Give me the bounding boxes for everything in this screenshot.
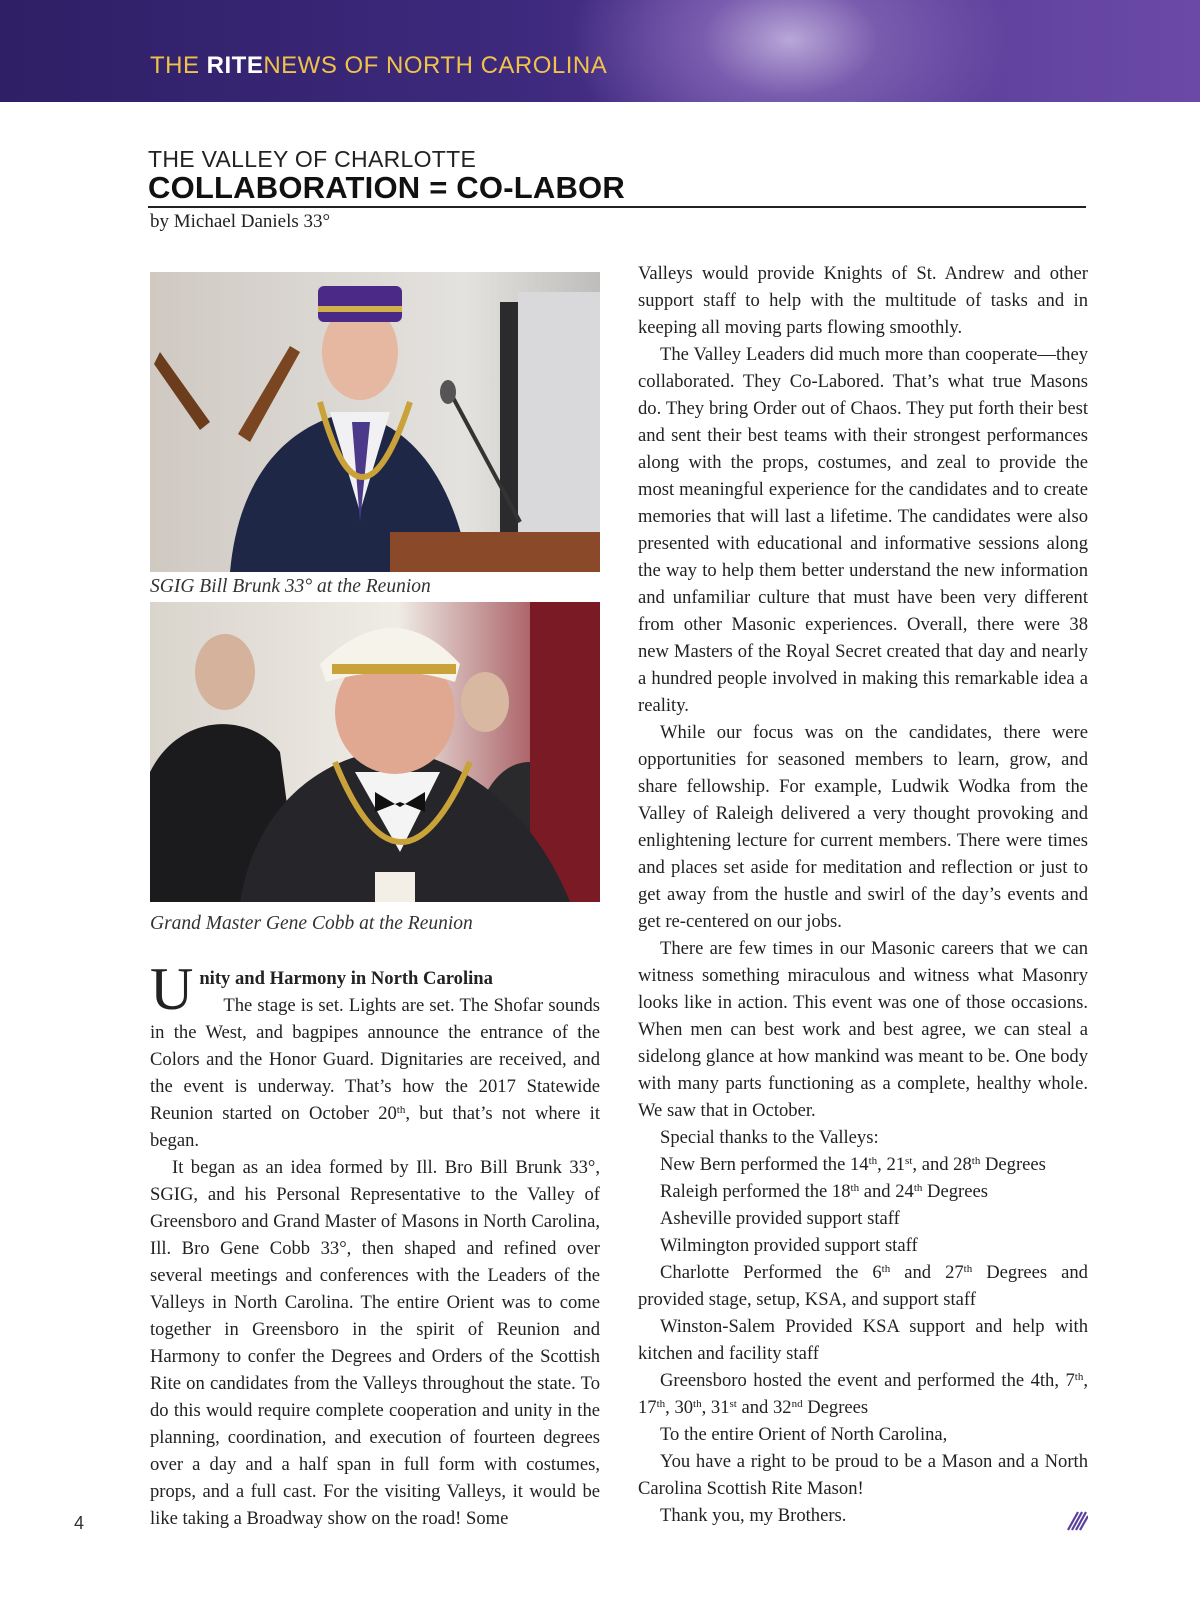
body-paragraph: While our focus was on the candidates, there were opportunities for seasoned members to learn, grow, and share fellowship. For example, Ludwik Wodka from the Valley of Raleigh delivered a very thought provoking and enlightening lecture for current members. There were times and places set aside for meditation and reflection or just to get away from the hustle and swirl of the day’s events and get re-centered on our jobs. [638,722,1088,932]
thanks-intro: Special thanks to the Valleys: [660,1127,879,1148]
body-paragraph: It began as an idea formed by Ill. Bro Bill Brunk 33°, SGIG, and his Personal Representative to the Valley of Greensboro and Grand Master of Masons in North Carolina, Ill. Bro Gene Cobb 33°, then shaped and refined over several meetings and conferences with the Leaders of the Valleys in North Carolina. The entire Orient was to come together in Greensboro in the spirit of Reunion and Harmony to confer the Degrees and Orders of the Scottish Rite on candidates from the Valleys throughout the state. To do this would require complete cooperation and unity in the planning, coordination, and execution of fourteen degrees over a day and a half span in full form with costumes, props, and a full cast. For the visiting Valleys, it would be like taking a Broadway show on the road! Some [150,1157,600,1529]
publication-title-bold: RITE [206,52,264,79]
photo-sgig-podium [150,272,600,572]
dropcap: U [150,956,194,1022]
article-headline: COLLABORATION = CO-LABOR [148,170,625,205]
right-column [638,260,1088,1529]
list-item: Greensboro hosted the event and performed the 4th, 7th, 17th, 30th, 31st and 32nd Degrees [638,1370,1088,1418]
list-item: Raleigh performed the 18th and 24th Degrees [660,1181,988,1202]
headline-rule [148,206,1086,208]
list-item: Wilmington provided support staff [660,1235,918,1256]
left-column [150,956,600,1532]
list-item: Asheville provided support staff [660,1208,900,1229]
closing-line: To the entire Orient of North Carolina, [660,1424,948,1445]
list-item: Winston-Salem Provided KSA support and help with kitchen and facility staff [638,1316,1088,1364]
closing-line: You have a right to be proud to be a Mason and a North Carolina Scottish Rite Mason! [638,1451,1088,1499]
photo-caption-2: Grand Master Gene Cobb at the Reunion [150,913,473,934]
lead-paragraph: Unity and Harmony in North Carolina The stage is set. Lights are set. The Shofar sounds in the West, and bagpipes announce the entrance of the Colors and the Honor Guard. Dignitaries are received, and the event is underway. That’s how the 2017 Statewide Reunion started on October 20th, but that’s not where it began. [150,956,600,1151]
page-number: 4 [74,1513,85,1533]
photo-grand-master [150,602,600,902]
list-item: Charlotte Performed the 6th and 27th Degrees and provided stage, setup, KSA, and support staff [638,1262,1088,1310]
article-kicker: THE VALLEY OF CHARLOTTE [148,146,477,172]
section-subhead: nity and Harmony in North Carolina [199,968,493,989]
end-of-article-icon [1066,1510,1088,1532]
body-paragraph: There are few times in our Masonic careers that we can witness something miraculous and witness what Masonry looks like in action. This event was one of those occasions. When men can best work and best agree, we can steal a sidelong glance at how mankind was meant to be. One body with many parts functioning as a complete, healthy whole. We saw that in October. [638,938,1088,1121]
header-banner [0,0,1200,102]
article-byline: by Michael Daniels 33° [150,211,331,232]
body-paragraph: Valleys would provide Knights of St. Andrew and other support staff to help with the multitude of tasks and in keeping all moving parts flowing smoothly. [638,263,1088,338]
closing-line: Thank you, my Brothers. [660,1505,847,1526]
photo-caption-1: SGIG Bill Brunk 33° at the Reunion [150,576,431,597]
publication-title: THE RITENEWS OF NORTH CAROLINA [150,52,608,79]
list-item: New Bern performed the 14th, 21st, and 28th Degrees [660,1154,1046,1175]
body-paragraph: The Valley Leaders did much more than cooperate—they collaborated. They Co-Labored. That’s what true Masons do. They bring Order out of Chaos. They put forth their best and sent their best teams with their strongest performances along with the props, costumes, and zeal to provide the most meaningful experience for the candidates and to create memories that will last a lifetime. The candidates were also presented with educational and informative sessions along the way to help them better understand the new information and unfamiliar culture that must have been very different from other Masonic experiences. Overall, there were 38 new Masters of the Royal Secret created that day and nearly a hundred people involved in making this remarkable idea a reality. [638,344,1088,716]
